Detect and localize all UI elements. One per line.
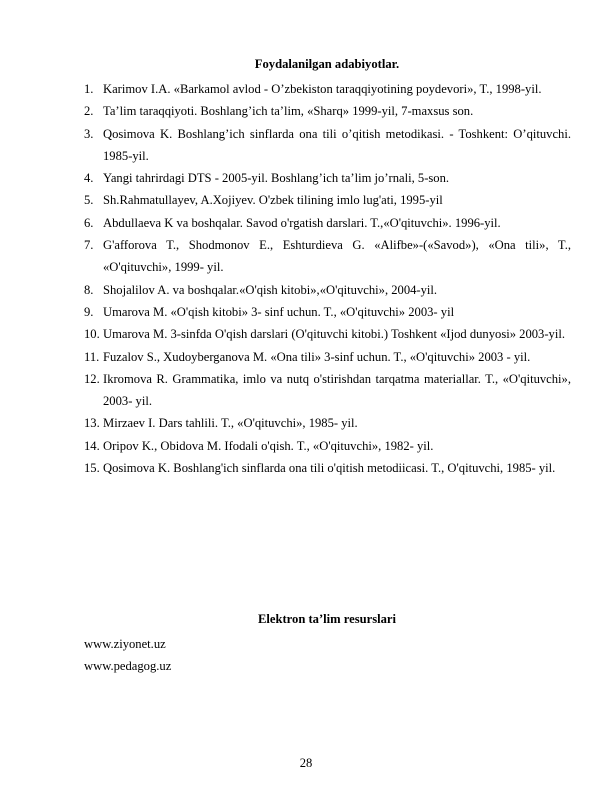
reference-item [84,234,571,279]
resource-links [84,633,171,678]
reference-number: 10. [84,327,100,342]
reference-text: Mirzaev I. Dars tahlili. T., «O'qituvchi», 1985- yil. [103,416,358,431]
reference-number: 4. [84,171,94,186]
reference-number: 12. [84,371,100,386]
reference-number: 1. [84,82,94,96]
reference-number: 15. [84,461,100,476]
reference-item [84,123,571,168]
reference-item [84,412,571,434]
reference-text: Qosimova K. Boshlang’ich sinflarda ona tili o’qitish metodikasi. - Toshkent: O’qituvchi. 1985-yil. [103,126,571,163]
reference-item [84,279,571,301]
reference-text: Ikromova R. Grammatika, imlo va nutq o'stirishdan tarqatma materiallar. T., «O'qituvchi», 2003- yil. [103,371,571,409]
reference-item [84,78,571,100]
reference-text: G'afforova T., Shodmonov E., Eshturdieva G. «Alifbe»-(«Savod»), «Ona tili», T., «O'qituvchi», 1999- yil. [103,238,571,275]
reference-text: Fuzalov S., Xudoyberganova M. «Ona tili» 3-sinf uchun. T., «O'qituvchi» 2003 - yil. [103,349,531,364]
reference-number: 14. [84,438,100,453]
page-number: 28 [299,756,313,770]
references-title: Foydalanilgan adabiyotlar. [254,57,400,71]
resource-link[interactable]: www.pedagog.uz [84,659,172,674]
reference-text: Sh.Rahmatullayev, A.Xojiyev. O'zbek tilining imlo lug'ati, 1995-yil [103,193,443,208]
reference-number: 5. [84,193,94,208]
reference-number: 2. [84,104,94,119]
reference-item [84,167,571,189]
reference-text: Shojalilov A. va boshqalar.«O'qish kitobi»,«O'qituvchi», 2004-yil. [103,282,438,297]
reference-text: Umarova M. «O'qish kitobi» 3- sinf uchun. T., «O'qituvchi» 2003- yil [103,304,455,319]
reference-item [84,435,571,457]
reference-item [84,212,571,234]
reference-item [84,346,571,368]
reference-number: 9. [84,304,94,319]
reference-item [84,100,571,122]
reference-text: Abdullaeva K va boshqalar. Savod o'rgatish darslari. T.,«O'qituvchi». 1996-yil. [103,215,501,230]
reference-number: 13. [84,416,100,431]
reference-item [84,189,571,211]
reference-text: Umarova M. 3-sinfda O'qish darslari (O'qituvchi kitobi.) Toshkent «Ijod dunyosi» 2003-yil. [103,327,565,342]
references-list [84,78,571,479]
reference-number: 11. [84,349,100,364]
reference-item [84,301,571,323]
reference-item [84,457,571,479]
reference-item [84,323,571,345]
reference-number: 3. [84,126,94,141]
reference-number: 6. [84,215,94,230]
reference-number: 8. [84,282,94,297]
reference-text: Yangi tahrirdagi DTS - 2005-yil. Boshlang’ich ta’lim jo’rnali, 5-son. [103,171,450,186]
reference-text: Ta’lim taraqqiyoti. Boshlang’ich ta’lim, «Sharq» 1999-yil, 7-maxsus son. [103,104,474,119]
reference-item [84,368,571,413]
reference-text: Oripov K., Obidova M. Ifodali o'qish. T., «O'qituvchi», 1982- yil. [103,438,434,453]
reference-number: 7. [84,238,94,253]
reference-text: Qosimova K. Boshlang'ich sinflarda ona tili o'qitish metodiicasi. T., O'qituvchi, 1985- yil. [103,461,556,476]
reference-text: Karimov I.A. «Barkamol avlod - O’zbekiston taraqqiyotining poydevori», T., 1998-yil. [103,82,542,96]
resources-title: Elektron ta’lim resurslari [257,612,397,626]
resource-link[interactable]: www.ziyonet.uz [84,637,166,651]
